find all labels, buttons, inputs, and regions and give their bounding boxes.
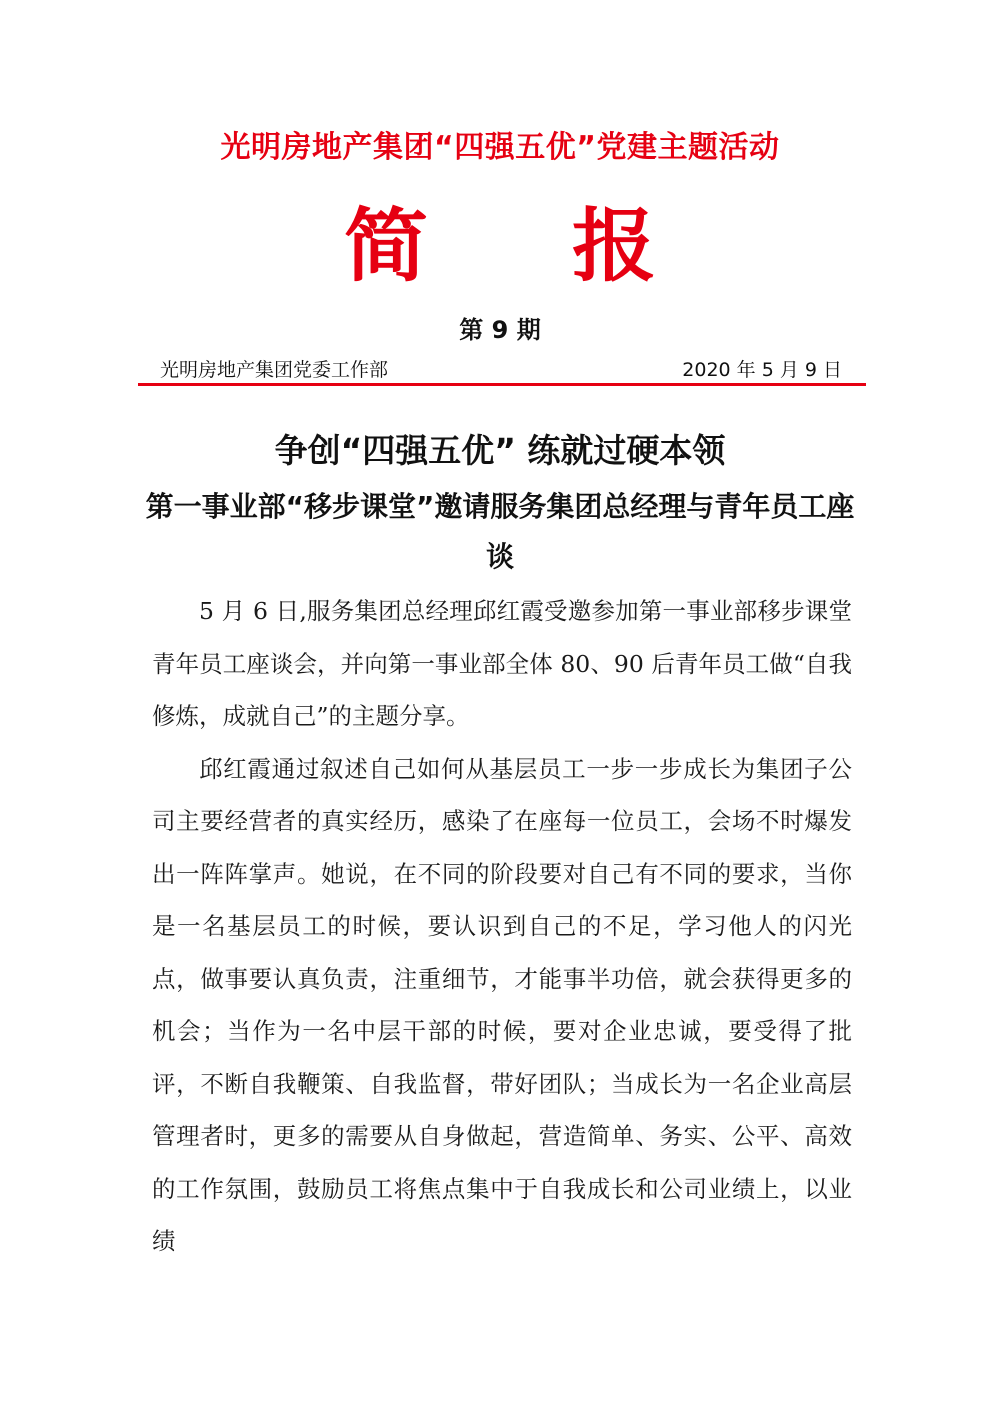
department-name: 光明房地产集团党委工作部 xyxy=(160,359,389,381)
article-body xyxy=(152,585,852,1268)
org-title: 光明房地产集团“四强五优”党建主题活动 xyxy=(220,130,780,165)
masthead xyxy=(0,196,1000,296)
article-headline: 争创“四强五优” 练就过硬本领 xyxy=(274,431,726,470)
masthead-char-2: 报 xyxy=(572,198,657,293)
paragraph: 5 月 6 日,服务集团总经理邱红霞受邀参加第一事业部移步课堂青年员工座谈会，并向第一事业部全体 80、90 后青年员工做“自我修炼，成就自己”的主题分享。 xyxy=(152,597,852,730)
article-subheadline: 第一事业部“移步课堂”邀请服务集团总经理与青年员工座谈 xyxy=(145,490,855,573)
issue-number: 第 9 期 xyxy=(459,316,541,344)
paragraph: 邱红霞通过叙述自己如何从基层员工一步一步成长为集团子公司主要经营者的真实经历，感染了在座每一位员工，会场不时爆发出一阵阵掌声。她说，在不同的阶段要对自己有不同的要求，当你是一名基层员工的时候，要认识到自己的不足，学习他人的闪光点，做事要认真负责，注重细节，才能事半功倍，就会获得更多的机会；当作为一名中层干部的时候，要对企业忠诚，要受得了批评，不断自我鞭策、自我监督，带好团队；当成长为一名企业高层管理者时，更多的需要从自身做起，营造简单、务实、公平、高效的工作氛围，鼓励员工将焦点集中于自我成长和公司业绩上，以业绩 xyxy=(152,754,852,1255)
issue-date: 2020 年 5 月 9 日 xyxy=(682,359,842,381)
masthead-char-1: 简 xyxy=(343,198,428,293)
masthead-divider xyxy=(138,383,866,386)
